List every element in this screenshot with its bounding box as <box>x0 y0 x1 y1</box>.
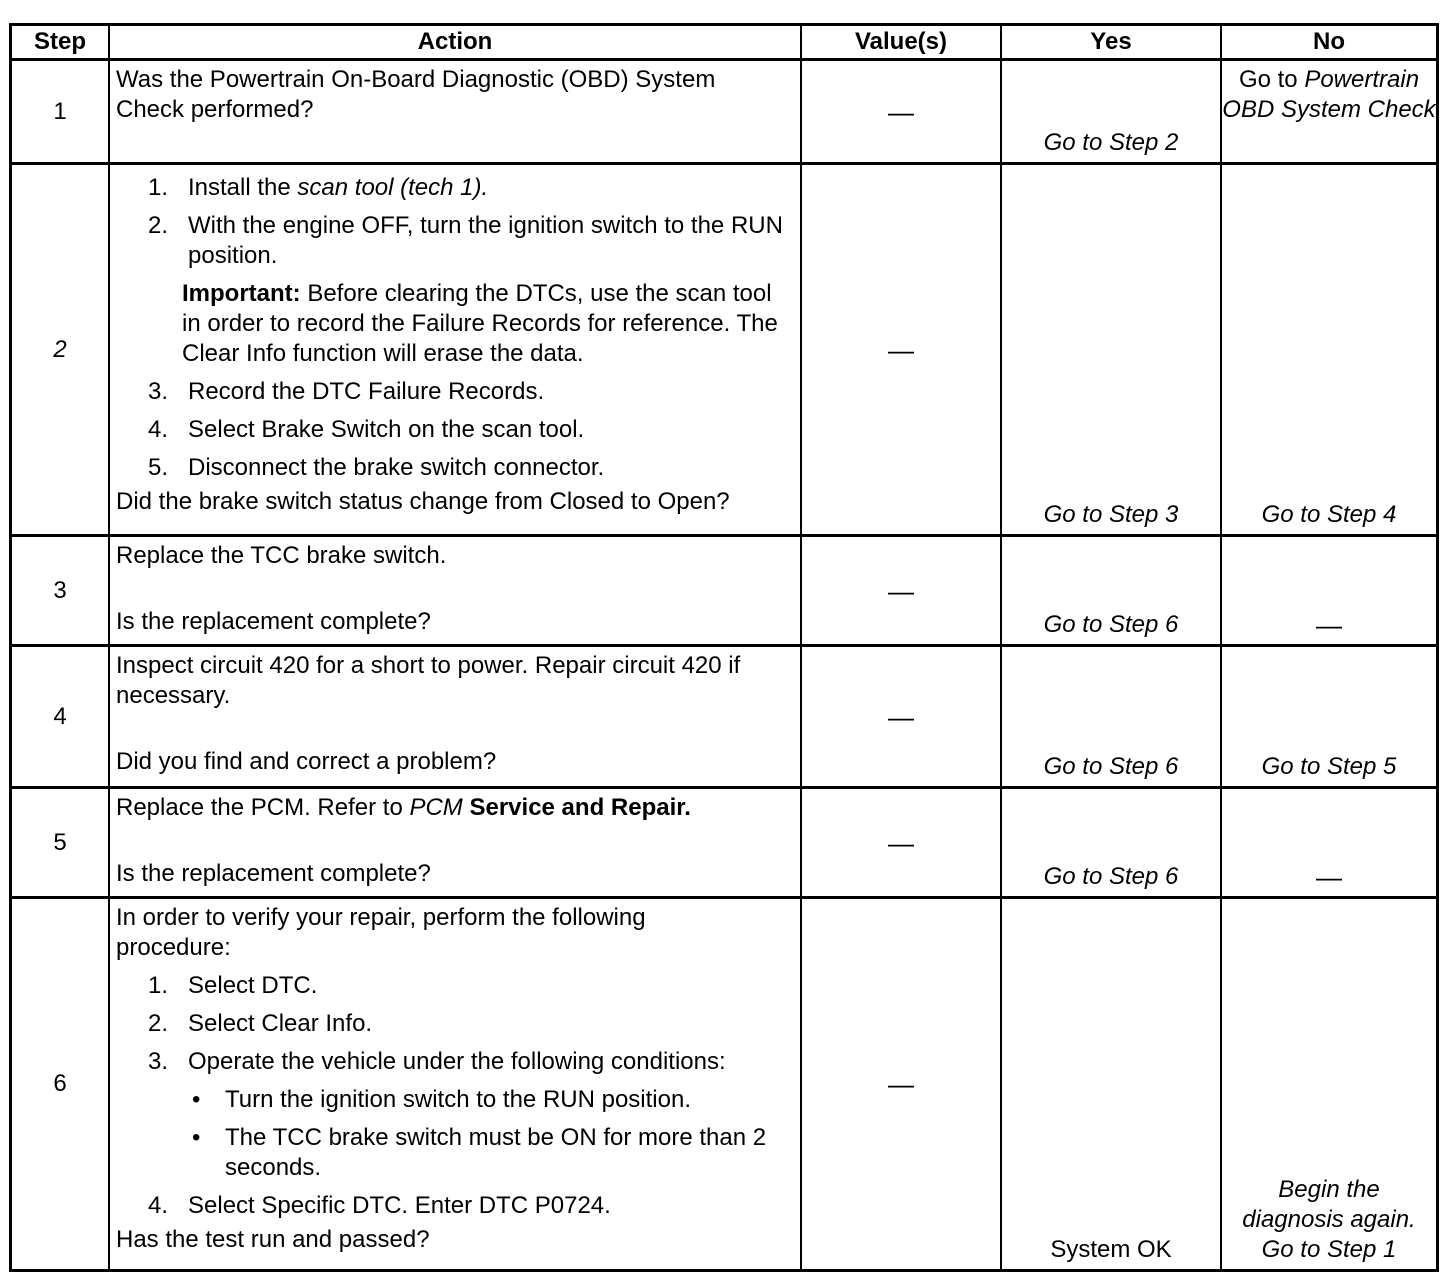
value-cell: — <box>802 789 1002 896</box>
action-question: Has the test run and passed? <box>116 1226 430 1253</box>
no-link: Powertrain OBD System Check <box>1222 66 1436 123</box>
important-text: Before clearing the DTCs, use the scan tool in order to record the Failure Records for reference. The Clear Info function will erase the data. <box>182 280 778 367</box>
action-question: Is the replacement complete? <box>116 860 431 887</box>
no-cell: — <box>1316 610 1342 640</box>
table-row <box>12 61 1436 165</box>
item-text: Install the <box>188 174 298 201</box>
item-text: Disconnect the brake switch connector. <box>188 454 605 481</box>
no-prefix: Go to <box>1238 66 1305 93</box>
list-item <box>142 971 794 1001</box>
bullet-text: Turn the ignition switch to the RUN position. <box>225 1086 691 1113</box>
item-number: 5. <box>148 454 169 481</box>
item-number: 3. <box>148 1048 169 1075</box>
list-item <box>142 1047 794 1077</box>
table-row <box>12 647 1436 789</box>
item-number: 1. <box>148 174 169 201</box>
item-number: 2. <box>148 212 169 239</box>
action-text <box>116 793 794 823</box>
no-cell: Go to Step 4 <box>1261 501 1397 528</box>
table-row <box>12 899 1436 1269</box>
list-item <box>142 173 794 203</box>
action-cell <box>110 537 802 644</box>
action-text: Replace the TCC brake switch. <box>116 542 447 569</box>
yes-cell: Go to Step 3 <box>1002 165 1222 534</box>
bullet-mark: • <box>192 1086 201 1113</box>
header-no: No <box>1313 28 1345 55</box>
item-text: Select Specific DTC. Enter DTC P0724. <box>188 1192 611 1219</box>
action-question: Did you find and correct a problem? <box>116 748 497 775</box>
table-header <box>12 26 1436 61</box>
item-number: 3. <box>148 378 169 405</box>
list-item <box>142 211 794 271</box>
list-item <box>142 377 794 407</box>
value-cell: — <box>802 61 1002 162</box>
header-step: Step <box>12 26 110 58</box>
action-cell <box>110 647 802 786</box>
value-cell: — <box>802 537 1002 644</box>
yes-cell: System OK <box>1002 899 1222 1269</box>
action-cell <box>110 789 802 896</box>
yes-cell: Go to Step 6 <box>1002 537 1222 644</box>
action-cell <box>110 899 802 1269</box>
item-text-italic: scan tool (tech 1). <box>297 174 489 201</box>
step-number: 3 <box>12 537 110 644</box>
item-text: Select DTC. <box>188 972 318 999</box>
value-cell: — <box>802 647 1002 786</box>
no-cell <box>1222 61 1436 162</box>
list-item <box>142 1191 794 1221</box>
yes-cell: Go to Step 6 <box>1002 647 1222 786</box>
no-cell: Begin the diagnosis again. Go to Step 1 <box>1242 1176 1416 1263</box>
step-number: 6 <box>12 899 110 1269</box>
action-text: Inspect circuit 420 for a short to power. Repair circuit 420 if necessary. <box>116 652 741 709</box>
step-number: 4 <box>12 647 110 786</box>
yes-cell: Go to Step 2 <box>1002 61 1222 162</box>
step-number: 1 <box>12 61 110 162</box>
item-number: 4. <box>148 416 169 443</box>
no-cell: — <box>1316 862 1342 892</box>
header-action: Action <box>110 26 802 58</box>
action-question: Did the brake switch status change from Closed to Open? <box>116 488 730 515</box>
item-text: Select Brake Switch on the scan tool. <box>188 416 585 443</box>
bullet-mark: • <box>192 1124 201 1151</box>
table-row <box>12 537 1436 647</box>
item-text: Record the DTC Failure Records. <box>188 378 545 405</box>
item-number: 4. <box>148 1192 169 1219</box>
action-text: Was the Powertrain On-Board Diagnostic (OBD) System Check performed? <box>116 66 716 123</box>
action-text-plain: Replace the PCM. Refer to <box>116 794 410 821</box>
important-label: Important: <box>182 280 301 307</box>
action-cell <box>110 61 802 162</box>
list-item <box>142 1009 794 1039</box>
table-row <box>12 165 1436 537</box>
list-item <box>142 453 794 483</box>
action-cell <box>110 165 802 534</box>
yes-cell: Go to Step 6 <box>1002 789 1222 896</box>
value-cell: — <box>802 165 1002 534</box>
no-cell: Go to Step 5 <box>1261 753 1397 780</box>
value-cell: — <box>802 899 1002 1269</box>
item-number: 2. <box>148 1010 169 1037</box>
item-text: Select Clear Info. <box>188 1010 373 1037</box>
list-item <box>142 415 794 445</box>
table-row <box>12 789 1436 899</box>
step-number: 2 <box>12 165 110 534</box>
action-text-bold: Service and Repair. <box>462 794 691 821</box>
bullet-item <box>188 1085 794 1115</box>
action-text-italic: PCM <box>409 794 463 821</box>
header-yes: Yes <box>1002 26 1222 58</box>
item-text: With the engine OFF, turn the ignition switch to the RUN position. <box>188 212 783 269</box>
step-number: 5 <box>12 789 110 896</box>
important-note <box>182 279 794 369</box>
action-text: In order to verify your repair, perform the following procedure: <box>116 904 646 961</box>
action-question: Is the replacement complete? <box>116 608 431 635</box>
item-number: 1. <box>148 972 169 999</box>
bullet-text: The TCC brake switch must be ON for more than 2 seconds. <box>225 1124 767 1181</box>
diagnostic-table <box>9 23 1439 1272</box>
item-text: Operate the vehicle under the following conditions: <box>188 1048 726 1075</box>
bullet-item <box>188 1123 794 1183</box>
header-values: Value(s) <box>802 26 1002 58</box>
